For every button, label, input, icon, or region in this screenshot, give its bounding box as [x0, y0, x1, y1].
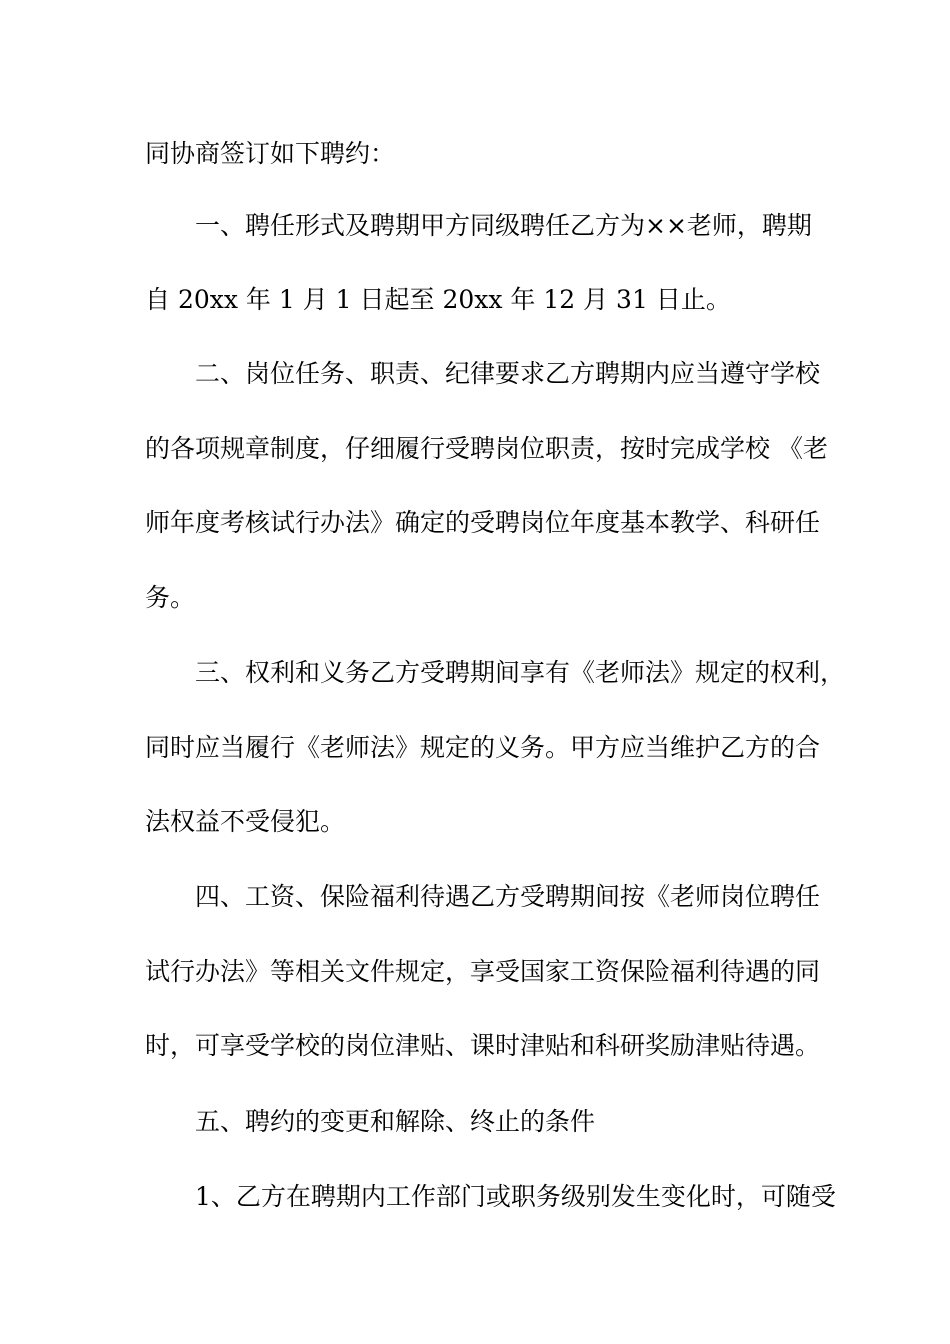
section-heading-1: 一、聘任形式及聘期甲方同级聘任乙方为××老师，聘期: [195, 211, 812, 240]
list-item-1: 1、乙方在聘期内工作部门或职务级别发生变化时，可随受: [195, 1182, 836, 1211]
section-heading-4: 四、工资、保险福利待遇乙方受聘期间按《老师岗位聘任: [195, 882, 821, 911]
text-line: 务。: [145, 583, 196, 612]
text-line: 时，可享受学校的岗位津贴、课时津贴和科研奖励津贴待遇。: [145, 1031, 821, 1060]
section-heading-3: 三、权利和义务乙方受聘期间享有《老师法》规定的权利，: [195, 658, 846, 687]
text-line: 自 20xx 年 1 月 1 日起至 20xx 年 12 月 31 日止。: [145, 285, 731, 314]
text-line: 的各项规章制度，仔细履行受聘岗位职责，按时完成学校 《老: [145, 434, 828, 463]
section-heading-2: 二、岗位任务、职责、纪律要求乙方聘期内应当遵守学校: [195, 359, 821, 388]
text-line: 同协商签订如下聘约：: [145, 139, 396, 168]
text-line: 同时应当履行《老师法》规定的义务。甲方应当维护乙方的合: [145, 733, 821, 762]
section-heading-5: 五、聘约的变更和解除、终止的条件: [195, 1107, 596, 1136]
text-line: 试行办法》等相关文件规定，享受国家工资保险福利待遇的同: [145, 957, 821, 986]
text-line: 法权益不受侵犯。: [145, 807, 346, 836]
text-line: 师年度考核试行办法》确定的受聘岗位年度基本教学、科研任: [145, 508, 821, 537]
